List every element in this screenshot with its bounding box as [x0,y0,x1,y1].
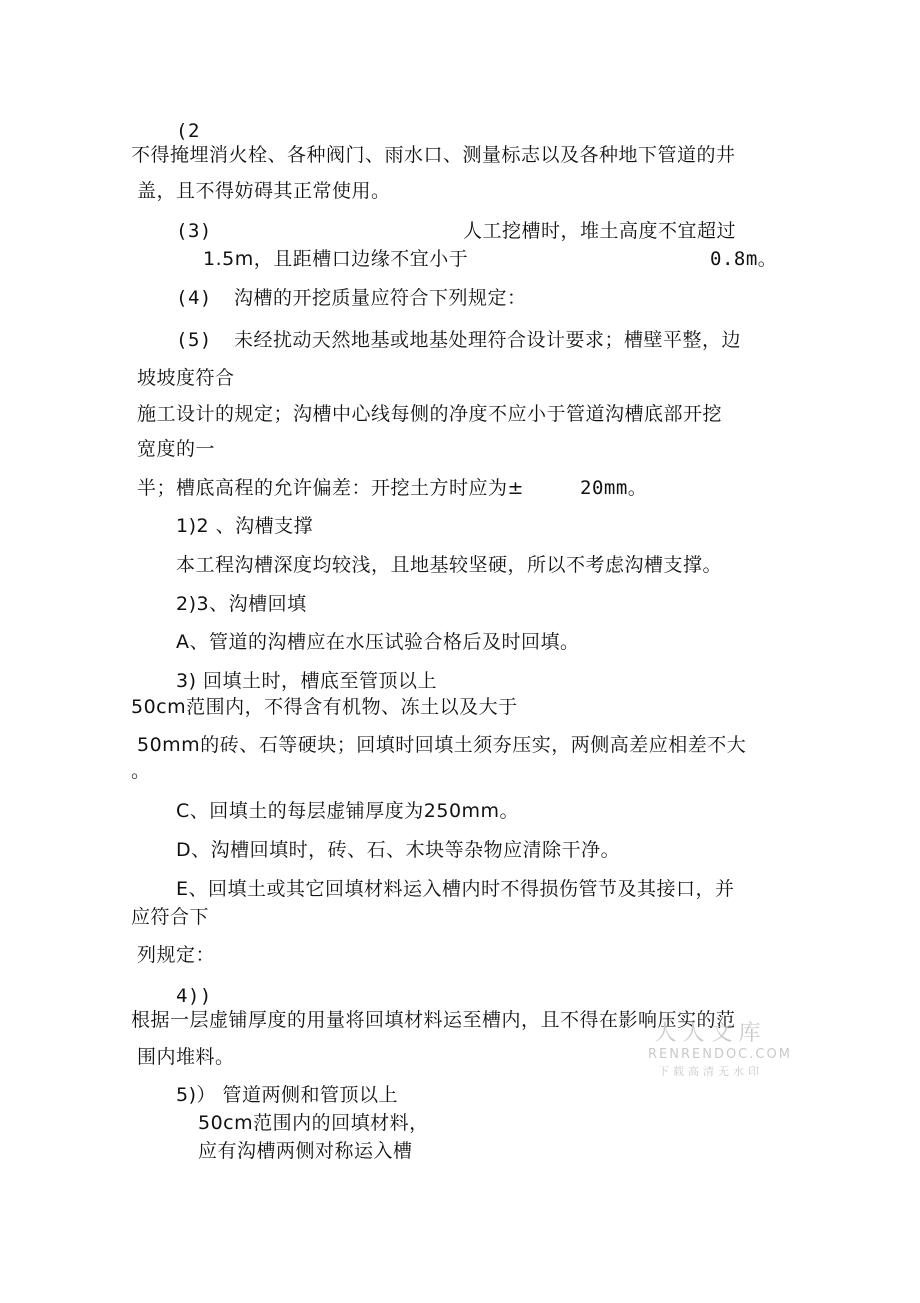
text-line: 50mm的砖、石等硬块；回填时回填土须夯压实，两侧高差应相差不大 [137,734,747,756]
text-line: 半；槽底高程的允许偏差：开挖土方时应为± [137,477,524,499]
text-line: 未经扰动天然地基或地基处理符合设计要求；槽壁平整，边 [234,329,742,351]
section-heading: 2)3、沟槽回填 [176,593,307,615]
text-line: 。 [131,760,151,782]
text-line: 应有沟槽两侧对称运入槽 [198,1140,413,1162]
text-line: 本工程沟槽深度均较浅，且地基较坚硬，所以不考虑沟槽支撑。 [176,554,723,576]
text-line: 围内堆料。 [137,1046,235,1068]
watermark-subtitle: 下载高清无水印 [658,1065,763,1078]
paragraph-number: (2 [176,120,200,142]
paragraph-number: (3) [176,220,212,242]
paragraph-number: (5) [176,329,212,351]
text-line: 施工设计的规定；沟槽中心线每侧的净度不应小于管道沟槽底部开挖 [137,403,723,425]
text-line: C、回填土的每层虚铺厚度为250mm。 [176,800,520,822]
text-line: 50cm范围内的回填材料， [198,1112,429,1134]
text-line: 根据一层虚铺厚度的用量将回填材料运至槽内，且不得在影响压实的范 [131,1009,736,1031]
text-line: D、沟槽回填时，砖、石、木块等杂物应清除干净。 [176,839,621,861]
watermark-domain: RENRENDOC.COM [648,1047,792,1062]
text-line: 人工挖槽时，堆土高度不宜超过 [463,220,737,242]
paragraph-number: (4) [176,287,212,309]
text-line: 1.5m，且距槽口边缘不宜小于 [203,248,469,270]
text-line: 5)） 管道两侧和管顶以上 [176,1084,399,1106]
text-line: 盖，且不得妨碍其正常使用。 [137,180,391,202]
watermark [648,1021,792,1079]
text-line: E、回填土或其它回填材料运入槽内时不得损伤管节及其接口，并 [176,878,735,900]
text-line: 不得掩埋消火栓、各种阀门、雨水口、测量标志以及各种地下管道的井 [131,144,736,166]
text-line: 坡坡度符合 [137,367,235,389]
text-line: 应符合下 [131,906,210,928]
text-line: 列规定： [137,944,216,966]
text-line: 沟槽的开挖质量应符合下列规定： [234,287,527,309]
section-heading: 1)2 、沟槽支撑 [176,515,314,537]
watermark-logo: 人人文库 [654,1021,767,1046]
text-line: 0.8m。 [710,248,778,270]
text-line: 3) 回填土时，槽底至管顶以上 [176,670,438,692]
text-line: 50cm范围内，不得含有机物、冻土以及大于 [131,696,518,718]
text-line: A、管道的沟槽应在水压试验合格后及时回填。 [176,631,580,653]
paragraph-number: 4)) [176,985,212,1007]
text-line: 宽度的一 [137,438,216,460]
text-line: 20mm。 [580,477,648,499]
